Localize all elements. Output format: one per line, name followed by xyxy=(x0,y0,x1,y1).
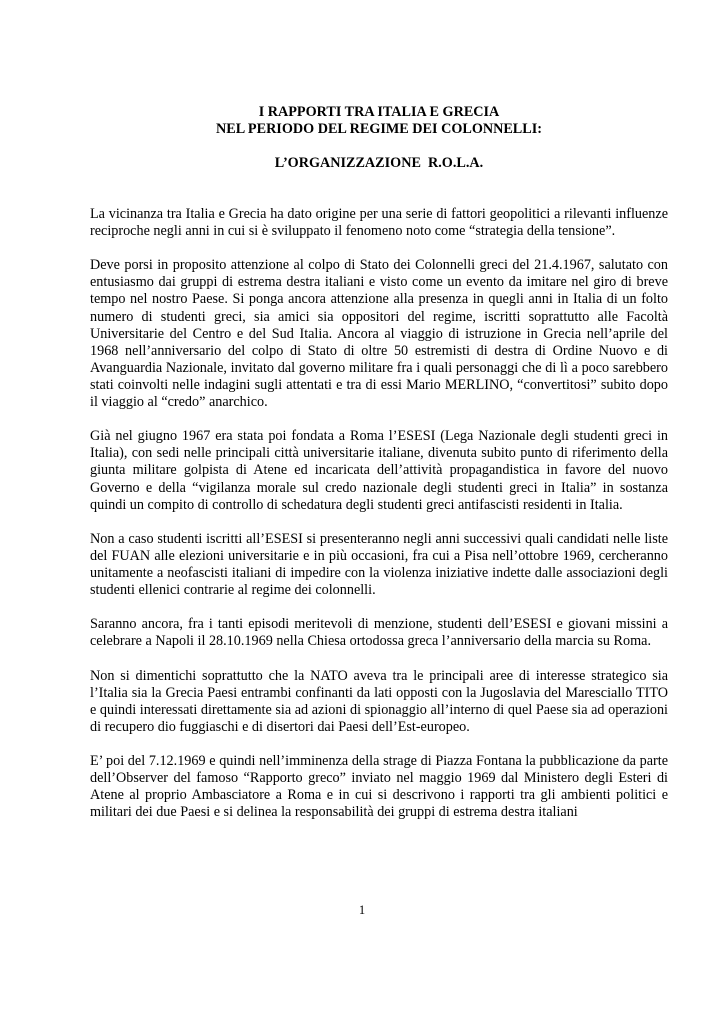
document-subtitle: L’ORGANIZZAZIONE R.O.L.A. xyxy=(274,155,484,171)
paragraph-4: Non a caso studenti iscritti all’ESESI si presenteranno negli anni successivi quali candidati nelle liste del FUAN alle elezioni universitarie e in più occasioni, fra cui a Pisa nell’ottobre 1969, cercheranno unitamente a neofascisti italiani di impedire con la violenza iniziative indette dalle associazioni degli studenti ellenici contrarie al regime dei colonnelli. xyxy=(90,530,668,599)
paragraph-1: La vicinanza tra Italia e Grecia ha dato origine per una serie di fattori geopolitici a rilevanti influenze reciproche negli anni in cui si è sviluppato il fenomeno noto come “strategia della tensione”. xyxy=(90,206,668,240)
paragraph-7: E’ poi del 7.12.1969 e quindi nell’imminenza della strage di Piazza Fontana la pubblicazione da parte dell’Observer del famoso “Rapporto greco” inviato nel maggio 1969 dal Ministero degli Esteri di Atene al proprio Ambasciatore a Roma e in cui si descrivono i rapporti tra gli ambienti politici e militari dei due Paesi e si delinea la responsabilità dei gruppi di estrema destra italiani xyxy=(90,753,668,821)
document-body xyxy=(90,206,668,821)
paragraph-3: Già nel giugno 1967 era stata poi fondata a Roma l’ESESI (Lega Nazionale degli studenti greci in Italia), con sedi nelle principali città universitarie italiane, divenuta subito punto di riferimento della giunta militare golpista di Atene ed incaricata dell’attività propagandistica in favore del nuovo Governo e della “vigilanza morale sul credo nazionale degli studenti greci in Italia” in sostanza quindi un compito di controllo di schedatura degli studenti greci antifascisti residenti in Italia. xyxy=(90,428,668,513)
document-page xyxy=(90,104,668,821)
paragraph-5: Saranno ancora, fra i tanti episodi meritevoli di menzione, studenti dell’ESESI e giovani missini a celebrare a Napoli il 28.10.1969 nella Chiesa ortodossa greca l’anniversario della marcia su Roma. xyxy=(90,616,668,650)
title-line-1: I RAPPORTI TRA ITALIA E GRECIA xyxy=(258,104,500,120)
page-number: 1 xyxy=(358,903,366,917)
title-line-2: NEL PERIODO DEL REGIME DEI COLONNELLI: xyxy=(216,121,542,137)
paragraph-2: Deve porsi in proposito attenzione al colpo di Stato dei Colonnelli greci del 21.4.1967, salutato con entusiasmo dai gruppi di estrema destra italiani e visto come un evento da imitare nel giro di breve tempo nel nostro Paese. Si ponga ancora attenzione alla presenza in quegli anni in Italia di un folto numero di studenti greci, sia amici sia oppositori del regime, iscritti soprattutto alle Facoltà Universitarie del Centro e del Sud Italia. Ancora al viaggio di istruzione in Grecia nell’aprile del 1968 nell’anniversario del colpo di Stato di oltre 50 estremisti di destra di Ordine Nuovo e di Avanguardia Nazionale, invitato dal governo militare fra i quali personaggi che di lì a poco sarebbero stati coinvolti nelle indagini sugli attentati e tra di essi Mario MERLINO, “convertitosi” subito dopo il viaggio al “credo” anarchico. xyxy=(90,257,668,411)
paragraph-6: Non si dimentichi soprattutto che la NATO aveva tra le principali aree di interesse strategico sia l’Italia sia la Grecia Paesi entrambi confinanti da lati opposti con la Jugoslavia del Maresciallo TITO e quindi interessati direttamente sia ad azioni di spionaggio all’interno di quel Paese sia ad operazioni di recupero dio fuggiaschi e di disertori dai Paesi dell’Est-europeo. xyxy=(90,667,668,735)
document-title xyxy=(90,104,668,138)
